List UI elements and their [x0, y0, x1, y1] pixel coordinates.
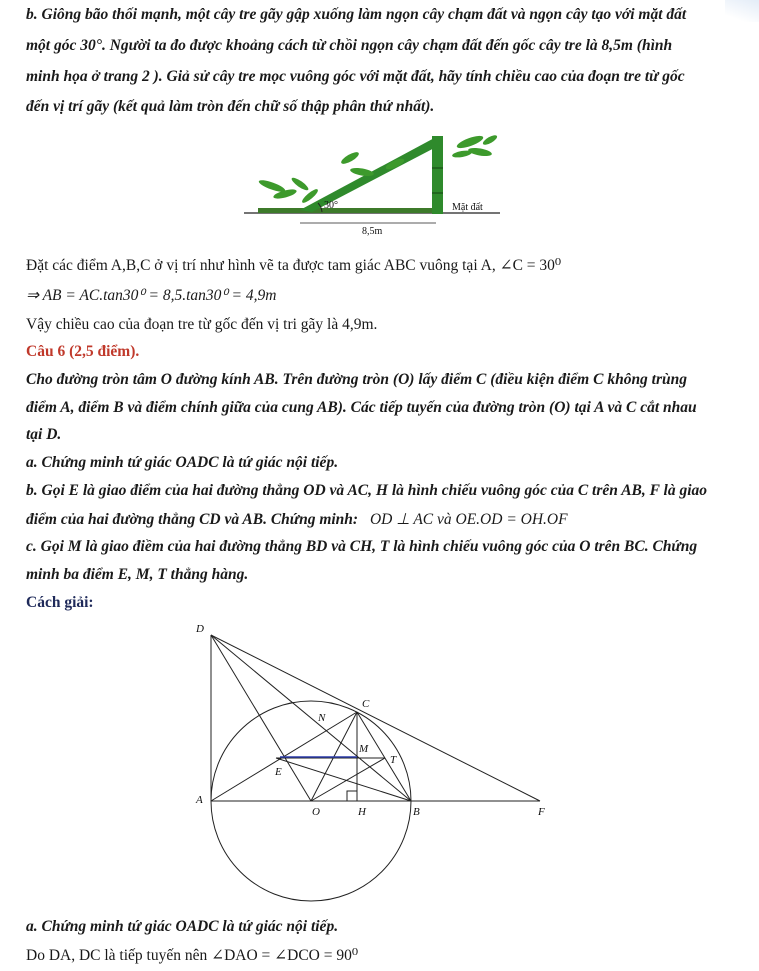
leaves-mid: [340, 150, 406, 178]
solution-heading: Cách giải:: [26, 594, 94, 611]
question-6-part-b-line-2: [26, 510, 568, 529]
label-h: H: [358, 806, 366, 818]
line-cb: [357, 712, 411, 801]
problem-b-line-1: b. Giông bão thối mạnh, một cây tre gãy gập xuống làm ngọn cây chạm đất và ngọn cây tạo với mặt đất: [26, 6, 687, 23]
label-t: T: [390, 754, 397, 766]
problem-b-line-3: minh họa ở trang 2 ). Giả sử cây tre mọc vuông góc với mặt đất, hãy tính chiều cao của đoạn tre từ gốc: [26, 68, 685, 85]
page-corner-decoration: [725, 0, 759, 22]
label-a: A: [196, 794, 203, 806]
question-6-part-a: a. Chứng minh tứ giác OADC là tứ giác nội tiếp.: [26, 454, 339, 471]
label-o: O: [312, 806, 320, 818]
line-db: [211, 635, 411, 801]
question-6-part-c-line-1: c. Gọi M là giao điềm của hai đường thẳng BD và CH, T là hình chiếu vuông góc của O trên BC. Chứng: [26, 538, 698, 555]
solution-a-heading: a. Chứng minh tứ giác OADC là tứ giác nội tiếp.: [26, 918, 339, 935]
question-6-line-1: Cho đường tròn tâm O đường kính AB. Trên đường tròn (O) lấy điểm C (điều kiện điểm C không trùng: [26, 371, 688, 388]
question-6-part-b-line-1: b. Gọi E là giao điểm của hai đường thẳng OD và AC, H là hình chiếu vuông góc của C trên AB, F là giao: [26, 482, 708, 499]
distance-label: 8,5m: [362, 226, 383, 237]
ground-fill: [258, 208, 438, 213]
part-b-math: OD ⊥ AC và OE.OD = OH.OF: [369, 511, 568, 528]
label-e: E: [275, 766, 282, 778]
label-c: C: [362, 698, 370, 710]
solution-b-line-1: Đặt các điểm A,B,C ở vị trí như hình vẽ ta được tam giác ABC vuông tại A, ∠C = 30⁰: [26, 257, 562, 274]
part-b-text: điểm của hai đường thẳng CD và AB. Chứng minh:: [26, 511, 359, 528]
leaves-left: [258, 176, 320, 205]
label-b: B: [413, 806, 420, 818]
label-f: F: [538, 806, 545, 818]
solution-a-line-1: Do DA, DC là tiếp tuyến nên ∠DAO = ∠DCO = 90⁰: [26, 947, 359, 964]
label-m: M: [359, 743, 369, 755]
leaves-top-right: [452, 133, 499, 158]
ground-label: Mặt đất: [452, 202, 483, 213]
angle-label: 30°: [324, 200, 338, 211]
right-angle-h: [347, 791, 357, 801]
bamboo-figure: [0, 128, 759, 248]
geometry-figure: [0, 615, 759, 925]
solution-b-line-3: Vậy chiều cao của đoạn tre từ gốc đến vị tri gãy là 4,9m.: [26, 316, 378, 333]
question-6-heading: Câu 6 (2,5 điểm).: [26, 343, 140, 360]
line-df: [211, 635, 540, 801]
question-6-line-2: điểm A, điểm B và điểm chính giữa của cung AB). Các tiếp tuyến của đường tròn (O) tại A và C cắt nhau: [26, 399, 697, 416]
label-n: N: [318, 712, 326, 724]
question-6-line-3: tại D.: [26, 426, 62, 443]
solution-b-line-2: ⇒ AB = AC.tan30⁰ = 8,5.tan30⁰ = 4,9m: [26, 287, 277, 304]
question-6-part-c-line-2: minh ba điểm E, M, T thẳng hàng.: [26, 566, 249, 583]
problem-b-line-2: một góc 30°. Người ta đo được khoảng cách từ chồi ngọn cây chạm đất đến gốc cây tre là 8,5m (hình: [26, 37, 673, 54]
label-d: D: [196, 623, 204, 635]
problem-b-line-4: đến vị trí gãy (kết quả làm tròn đến chữ số thập phân thứ nhất).: [26, 98, 435, 115]
